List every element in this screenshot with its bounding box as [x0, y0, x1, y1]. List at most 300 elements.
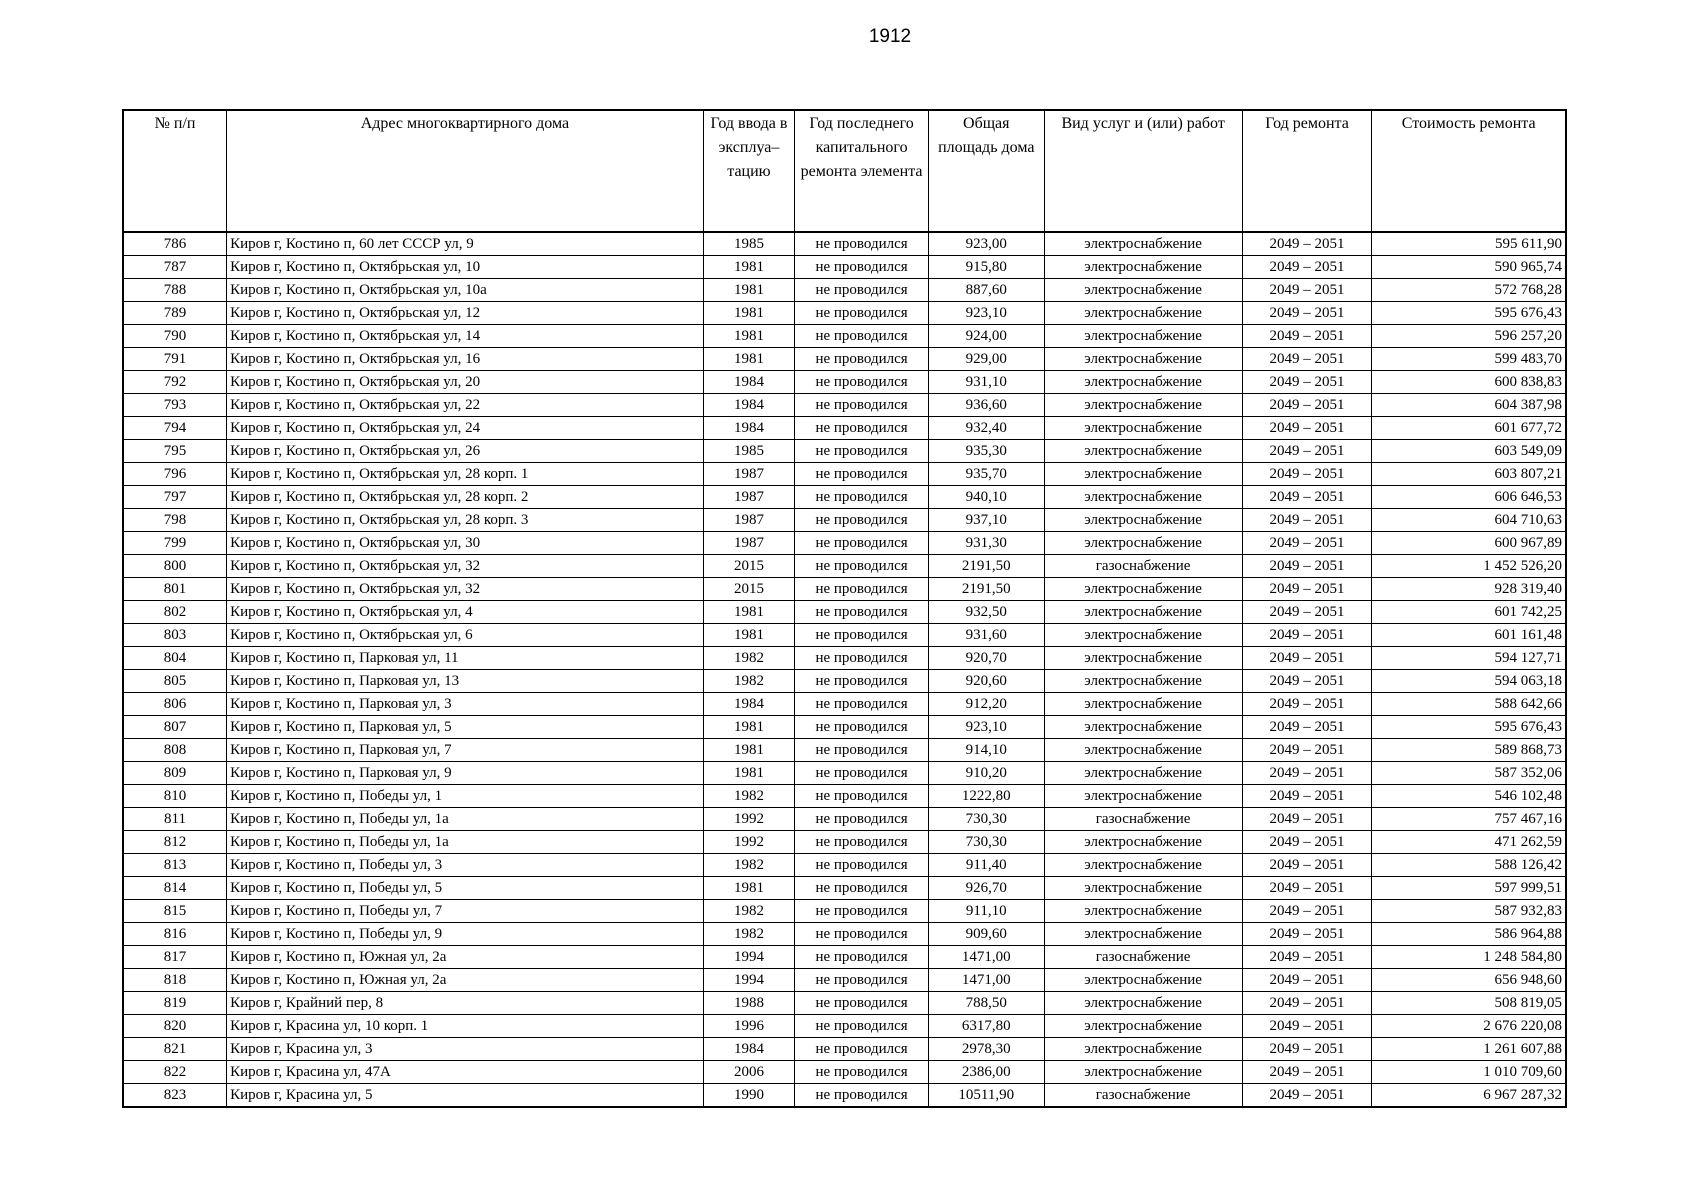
cell-repair-period: 2049 – 2051 [1242, 302, 1372, 325]
table-row [123, 325, 1566, 348]
cell-last-repair-year: не проводился [795, 279, 929, 302]
page-number: 1912 [868, 26, 912, 47]
cell-number: 821 [123, 1038, 227, 1061]
cell-repair-period: 2049 – 2051 [1242, 808, 1372, 831]
cell-address: Киров г, Костино п, Победы ул, 9 [227, 923, 704, 946]
cell-service-type: электроснабжение [1044, 463, 1242, 486]
table-row [123, 831, 1566, 854]
cell-address: Киров г, Костино п, Октябрьская ул, 10 [227, 256, 704, 279]
cell-last-repair-year: не проводился [795, 302, 929, 325]
cell-total-area: 914,10 [928, 739, 1044, 762]
cell-total-area: 788,50 [928, 992, 1044, 1015]
cell-repair-cost: 587 352,06 [1372, 762, 1566, 785]
cell-total-area: 909,60 [928, 923, 1044, 946]
cell-repair-cost: 600 838,83 [1372, 371, 1566, 394]
cell-total-area: 923,10 [928, 716, 1044, 739]
cell-commission-year: 1981 [703, 348, 795, 371]
cell-repair-cost: 2 676 220,08 [1372, 1015, 1566, 1038]
cell-last-repair-year: не проводился [795, 969, 929, 992]
cell-commission-year: 2006 [703, 1061, 795, 1084]
cell-address: Киров г, Костино п, Победы ул, 1а [227, 808, 704, 831]
cell-number: 786 [123, 232, 227, 256]
cell-repair-cost: 590 965,74 [1372, 256, 1566, 279]
cell-commission-year: 1988 [703, 992, 795, 1015]
cell-total-area: 1471,00 [928, 969, 1044, 992]
cell-service-type: электроснабжение [1044, 624, 1242, 647]
cell-service-type: электроснабжение [1044, 509, 1242, 532]
table-row [123, 578, 1566, 601]
cell-service-type: электроснабжение [1044, 969, 1242, 992]
cell-service-type: электроснабжение [1044, 831, 1242, 854]
cell-service-type: электроснабжение [1044, 647, 1242, 670]
cell-last-repair-year: не проводился [795, 555, 929, 578]
cell-repair-cost: 471 262,59 [1372, 831, 1566, 854]
cell-repair-cost: 595 676,43 [1372, 716, 1566, 739]
cell-commission-year: 1982 [703, 923, 795, 946]
cell-service-type: электроснабжение [1044, 1038, 1242, 1061]
cell-total-area: 2386,00 [928, 1061, 1044, 1084]
cell-number: 817 [123, 946, 227, 969]
cell-total-area: 2191,50 [928, 578, 1044, 601]
cell-number: 815 [123, 900, 227, 923]
cell-repair-period: 2049 – 2051 [1242, 578, 1372, 601]
cell-repair-period: 2049 – 2051 [1242, 831, 1372, 854]
table-row [123, 348, 1566, 371]
cell-total-area: 935,70 [928, 463, 1044, 486]
cell-number: 793 [123, 394, 227, 417]
cell-total-area: 920,70 [928, 647, 1044, 670]
cell-number: 790 [123, 325, 227, 348]
header-last-repair-year: Год последнего капитального ремонта элемента [795, 110, 929, 232]
cell-number: 789 [123, 302, 227, 325]
cell-repair-cost: 588 126,42 [1372, 854, 1566, 877]
cell-repair-cost: 594 127,71 [1372, 647, 1566, 670]
cell-address: Киров г, Костино п, Октябрьская ул, 22 [227, 394, 704, 417]
cell-last-repair-year: не проводился [795, 417, 929, 440]
cell-repair-period: 2049 – 2051 [1242, 463, 1372, 486]
table-row [123, 762, 1566, 785]
cell-repair-period: 2049 – 2051 [1242, 739, 1372, 762]
cell-total-area: 910,20 [928, 762, 1044, 785]
cell-number: 800 [123, 555, 227, 578]
cell-total-area: 929,00 [928, 348, 1044, 371]
cell-total-area: 911,10 [928, 900, 1044, 923]
cell-total-area: 940,10 [928, 486, 1044, 509]
cell-address: Киров г, Костино п, Октябрьская ул, 10а [227, 279, 704, 302]
table-row [123, 371, 1566, 394]
cell-service-type: электроснабжение [1044, 440, 1242, 463]
cell-address: Киров г, Костино п, Победы ул, 5 [227, 877, 704, 900]
cell-last-repair-year: не проводился [795, 854, 929, 877]
cell-commission-year: 1981 [703, 877, 795, 900]
cell-last-repair-year: не проводился [795, 831, 929, 854]
cell-last-repair-year: не проводился [795, 394, 929, 417]
cell-commission-year: 1984 [703, 693, 795, 716]
cell-repair-period: 2049 – 2051 [1242, 394, 1372, 417]
cell-service-type: электроснабжение [1044, 325, 1242, 348]
repair-registry-table [122, 109, 1567, 1108]
table-row [123, 302, 1566, 325]
cell-address: Киров г, Костино п, Октябрьская ул, 6 [227, 624, 704, 647]
cell-service-type: электроснабжение [1044, 762, 1242, 785]
cell-service-type: электроснабжение [1044, 417, 1242, 440]
cell-address: Киров г, Костино п, Парковая ул, 9 [227, 762, 704, 785]
cell-last-repair-year: не проводился [795, 785, 929, 808]
cell-number: 820 [123, 1015, 227, 1038]
cell-commission-year: 1984 [703, 417, 795, 440]
cell-repair-cost: 1 452 526,20 [1372, 555, 1566, 578]
cell-last-repair-year: не проводился [795, 325, 929, 348]
cell-address: Киров г, Костино п, Октябрьская ул, 16 [227, 348, 704, 371]
cell-repair-period: 2049 – 2051 [1242, 946, 1372, 969]
cell-number: 807 [123, 716, 227, 739]
cell-commission-year: 1985 [703, 440, 795, 463]
cell-last-repair-year: не проводился [795, 509, 929, 532]
cell-repair-period: 2049 – 2051 [1242, 1084, 1372, 1108]
cell-service-type: газоснабжение [1044, 555, 1242, 578]
cell-repair-period: 2049 – 2051 [1242, 279, 1372, 302]
cell-repair-cost: 546 102,48 [1372, 785, 1566, 808]
cell-repair-cost: 603 549,09 [1372, 440, 1566, 463]
cell-repair-cost: 595 676,43 [1372, 302, 1566, 325]
cell-repair-period: 2049 – 2051 [1242, 325, 1372, 348]
cell-repair-cost: 656 948,60 [1372, 969, 1566, 992]
table-row [123, 394, 1566, 417]
table-row [123, 256, 1566, 279]
cell-commission-year: 1994 [703, 946, 795, 969]
table-row [123, 555, 1566, 578]
table-row [123, 670, 1566, 693]
cell-number: 801 [123, 578, 227, 601]
cell-last-repair-year: не проводился [795, 992, 929, 1015]
cell-total-area: 923,10 [928, 302, 1044, 325]
table-row [123, 716, 1566, 739]
cell-address: Киров г, Красина ул, 5 [227, 1084, 704, 1108]
cell-total-area: 1471,00 [928, 946, 1044, 969]
cell-address: Киров г, Костино п, Октябрьская ул, 28 корп. 1 [227, 463, 704, 486]
table-row [123, 877, 1566, 900]
cell-service-type: электроснабжение [1044, 371, 1242, 394]
cell-last-repair-year: не проводился [795, 463, 929, 486]
cell-address: Киров г, Костино п, Парковая ул, 3 [227, 693, 704, 716]
cell-commission-year: 1984 [703, 371, 795, 394]
cell-commission-year: 1992 [703, 808, 795, 831]
header-row [123, 110, 1566, 232]
cell-repair-cost: 587 932,83 [1372, 900, 1566, 923]
cell-address: Киров г, Костино п, Октябрьская ул, 32 [227, 555, 704, 578]
cell-commission-year: 1981 [703, 325, 795, 348]
cell-repair-period: 2049 – 2051 [1242, 785, 1372, 808]
cell-total-area: 932,40 [928, 417, 1044, 440]
header-number: № п/п [123, 110, 227, 232]
cell-number: 805 [123, 670, 227, 693]
cell-last-repair-year: не проводился [795, 946, 929, 969]
cell-repair-cost: 600 967,89 [1372, 532, 1566, 555]
table-row [123, 532, 1566, 555]
cell-repair-cost: 601 742,25 [1372, 601, 1566, 624]
cell-service-type: электроснабжение [1044, 486, 1242, 509]
cell-service-type: электроснабжение [1044, 923, 1242, 946]
cell-number: 813 [123, 854, 227, 877]
cell-repair-period: 2049 – 2051 [1242, 923, 1372, 946]
cell-commission-year: 1990 [703, 1084, 795, 1108]
cell-repair-period: 2049 – 2051 [1242, 371, 1372, 394]
cell-commission-year: 1984 [703, 1038, 795, 1061]
cell-address: Киров г, Костино п, Парковая ул, 7 [227, 739, 704, 762]
cell-service-type: электроснабжение [1044, 785, 1242, 808]
cell-commission-year: 2015 [703, 555, 795, 578]
cell-commission-year: 1982 [703, 900, 795, 923]
cell-number: 810 [123, 785, 227, 808]
cell-last-repair-year: не проводился [795, 532, 929, 555]
cell-commission-year: 1981 [703, 601, 795, 624]
cell-service-type: электроснабжение [1044, 232, 1242, 256]
cell-repair-period: 2049 – 2051 [1242, 624, 1372, 647]
cell-total-area: 931,60 [928, 624, 1044, 647]
cell-commission-year: 1987 [703, 509, 795, 532]
table-row [123, 279, 1566, 302]
cell-last-repair-year: не проводился [795, 1015, 929, 1038]
cell-commission-year: 1981 [703, 302, 795, 325]
cell-total-area: 730,30 [928, 808, 1044, 831]
cell-number: 792 [123, 371, 227, 394]
cell-repair-period: 2049 – 2051 [1242, 670, 1372, 693]
cell-commission-year: 1994 [703, 969, 795, 992]
cell-last-repair-year: не проводился [795, 762, 929, 785]
table-row [123, 440, 1566, 463]
cell-repair-cost: 595 611,90 [1372, 232, 1566, 256]
cell-service-type: электроснабжение [1044, 302, 1242, 325]
cell-number: 797 [123, 486, 227, 509]
cell-service-type: электроснабжение [1044, 670, 1242, 693]
cell-last-repair-year: не проводился [795, 601, 929, 624]
cell-commission-year: 1981 [703, 256, 795, 279]
cell-service-type: электроснабжение [1044, 739, 1242, 762]
cell-last-repair-year: не проводился [795, 900, 929, 923]
cell-number: 796 [123, 463, 227, 486]
table-row [123, 463, 1566, 486]
cell-service-type: электроснабжение [1044, 394, 1242, 417]
cell-last-repair-year: не проводился [795, 232, 929, 256]
header-service-type: Вид услуг и (или) работ [1044, 110, 1242, 232]
table-row [123, 647, 1566, 670]
cell-total-area: 10511,90 [928, 1084, 1044, 1108]
cell-service-type: электроснабжение [1044, 900, 1242, 923]
cell-number: 818 [123, 969, 227, 992]
cell-number: 806 [123, 693, 227, 716]
cell-last-repair-year: не проводился [795, 1084, 929, 1108]
header-repair-cost: Стоимость ремонта [1372, 110, 1566, 232]
cell-total-area: 2978,30 [928, 1038, 1044, 1061]
cell-total-area: 6317,80 [928, 1015, 1044, 1038]
cell-address: Киров г, Костино п, Октябрьская ул, 28 корп. 3 [227, 509, 704, 532]
cell-address: Киров г, Костино п, Победы ул, 3 [227, 854, 704, 877]
cell-address: Киров г, Костино п, Октябрьская ул, 14 [227, 325, 704, 348]
cell-commission-year: 1987 [703, 532, 795, 555]
cell-number: 787 [123, 256, 227, 279]
cell-number: 822 [123, 1061, 227, 1084]
cell-repair-period: 2049 – 2051 [1242, 1061, 1372, 1084]
cell-repair-period: 2049 – 2051 [1242, 877, 1372, 900]
cell-repair-period: 2049 – 2051 [1242, 693, 1372, 716]
cell-address: Киров г, Костино п, Октябрьская ул, 12 [227, 302, 704, 325]
cell-repair-cost: 589 868,73 [1372, 739, 1566, 762]
cell-repair-cost: 604 710,63 [1372, 509, 1566, 532]
header-address: Адрес многоквартирного дома [227, 110, 704, 232]
cell-commission-year: 1992 [703, 831, 795, 854]
cell-address: Киров г, Костино п, Парковая ул, 13 [227, 670, 704, 693]
cell-address: Киров г, Красина ул, 3 [227, 1038, 704, 1061]
cell-repair-cost: 599 483,70 [1372, 348, 1566, 371]
cell-repair-cost: 1 261 607,88 [1372, 1038, 1566, 1061]
cell-last-repair-year: не проводился [795, 348, 929, 371]
cell-address: Киров г, Костино п, Октябрьская ул, 4 [227, 601, 704, 624]
cell-repair-period: 2049 – 2051 [1242, 348, 1372, 371]
cell-address: Киров г, Костино п, Победы ул, 1 [227, 785, 704, 808]
cell-total-area: 887,60 [928, 279, 1044, 302]
cell-repair-cost: 757 467,16 [1372, 808, 1566, 831]
cell-total-area: 915,80 [928, 256, 1044, 279]
cell-total-area: 932,50 [928, 601, 1044, 624]
header-commission-year: Год ввода в эксплуа– тацию [703, 110, 795, 232]
cell-total-area: 730,30 [928, 831, 1044, 854]
cell-repair-cost: 603 807,21 [1372, 463, 1566, 486]
cell-repair-period: 2049 – 2051 [1242, 555, 1372, 578]
cell-address: Киров г, Красина ул, 10 корп. 1 [227, 1015, 704, 1038]
cell-total-area: 926,70 [928, 877, 1044, 900]
cell-address: Киров г, Костино п, 60 лет СССР ул, 9 [227, 232, 704, 256]
cell-repair-period: 2049 – 2051 [1242, 647, 1372, 670]
cell-commission-year: 1981 [703, 279, 795, 302]
cell-repair-period: 2049 – 2051 [1242, 1038, 1372, 1061]
cell-number: 802 [123, 601, 227, 624]
cell-address: Киров г, Костино п, Октябрьская ул, 26 [227, 440, 704, 463]
table-header [123, 110, 1566, 232]
cell-repair-cost: 606 646,53 [1372, 486, 1566, 509]
cell-repair-cost: 597 999,51 [1372, 877, 1566, 900]
cell-repair-period: 2049 – 2051 [1242, 417, 1372, 440]
cell-last-repair-year: не проводился [795, 808, 929, 831]
cell-commission-year: 1985 [703, 232, 795, 256]
table-row [123, 946, 1566, 969]
table-row [123, 992, 1566, 1015]
cell-address: Киров г, Костино п, Победы ул, 1а [227, 831, 704, 854]
cell-repair-period: 2049 – 2051 [1242, 762, 1372, 785]
table-row [123, 739, 1566, 762]
cell-repair-period: 2049 – 2051 [1242, 900, 1372, 923]
table-row [123, 923, 1566, 946]
table-row [123, 808, 1566, 831]
header-repair-period: Год ремонта [1242, 110, 1372, 232]
cell-commission-year: 1982 [703, 647, 795, 670]
cell-repair-cost: 588 642,66 [1372, 693, 1566, 716]
table-row [123, 900, 1566, 923]
cell-commission-year: 2015 [703, 578, 795, 601]
cell-last-repair-year: не проводился [795, 923, 929, 946]
cell-repair-cost: 594 063,18 [1372, 670, 1566, 693]
cell-repair-cost: 6 967 287,32 [1372, 1084, 1566, 1108]
cell-last-repair-year: не проводился [795, 440, 929, 463]
cell-total-area: 924,00 [928, 325, 1044, 348]
cell-last-repair-year: не проводился [795, 371, 929, 394]
table-row [123, 1015, 1566, 1038]
cell-repair-period: 2049 – 2051 [1242, 532, 1372, 555]
cell-total-area: 912,20 [928, 693, 1044, 716]
table-row [123, 509, 1566, 532]
cell-last-repair-year: не проводился [795, 877, 929, 900]
cell-number: 791 [123, 348, 227, 371]
cell-service-type: электроснабжение [1044, 601, 1242, 624]
cell-address: Киров г, Костино п, Парковая ул, 5 [227, 716, 704, 739]
table-row [123, 693, 1566, 716]
cell-last-repair-year: не проводился [795, 1061, 929, 1084]
cell-address: Киров г, Костино п, Южная ул, 2а [227, 946, 704, 969]
cell-total-area: 931,10 [928, 371, 1044, 394]
cell-commission-year: 1981 [703, 716, 795, 739]
cell-number: 795 [123, 440, 227, 463]
cell-address: Киров г, Красина ул, 47А [227, 1061, 704, 1084]
cell-repair-period: 2049 – 2051 [1242, 854, 1372, 877]
cell-address: Киров г, Костино п, Октябрьская ул, 28 корп. 2 [227, 486, 704, 509]
table-row [123, 969, 1566, 992]
cell-last-repair-year: не проводился [795, 670, 929, 693]
cell-address: Киров г, Костино п, Октябрьская ул, 32 [227, 578, 704, 601]
cell-service-type: электроснабжение [1044, 854, 1242, 877]
cell-service-type: электроснабжение [1044, 1061, 1242, 1084]
cell-address: Киров г, Костино п, Октябрьская ул, 20 [227, 371, 704, 394]
cell-total-area: 937,10 [928, 509, 1044, 532]
table-row [123, 1084, 1566, 1108]
cell-repair-cost: 572 768,28 [1372, 279, 1566, 302]
cell-repair-period: 2049 – 2051 [1242, 992, 1372, 1015]
cell-service-type: электроснабжение [1044, 532, 1242, 555]
table-row [123, 486, 1566, 509]
cell-address: Киров г, Костино п, Победы ул, 7 [227, 900, 704, 923]
cell-total-area: 1222,80 [928, 785, 1044, 808]
table-row [123, 854, 1566, 877]
cell-number: 816 [123, 923, 227, 946]
cell-repair-cost: 1 010 709,60 [1372, 1061, 1566, 1084]
table-row [123, 624, 1566, 647]
cell-commission-year: 1981 [703, 624, 795, 647]
cell-service-type: электроснабжение [1044, 1015, 1242, 1038]
cell-repair-cost: 601 677,72 [1372, 417, 1566, 440]
cell-number: 803 [123, 624, 227, 647]
cell-repair-period: 2049 – 2051 [1242, 232, 1372, 256]
table-row [123, 1038, 1566, 1061]
cell-total-area: 931,30 [928, 532, 1044, 555]
cell-commission-year: 1981 [703, 739, 795, 762]
cell-number: 788 [123, 279, 227, 302]
cell-address: Киров г, Костино п, Октябрьская ул, 24 [227, 417, 704, 440]
cell-repair-cost: 604 387,98 [1372, 394, 1566, 417]
header-total-area: Общая площадь дома [928, 110, 1044, 232]
cell-commission-year: 1982 [703, 854, 795, 877]
cell-number: 809 [123, 762, 227, 785]
cell-commission-year: 1982 [703, 670, 795, 693]
cell-last-repair-year: не проводился [795, 624, 929, 647]
cell-total-area: 2191,50 [928, 555, 1044, 578]
cell-number: 798 [123, 509, 227, 532]
cell-last-repair-year: не проводился [795, 716, 929, 739]
cell-last-repair-year: не проводился [795, 486, 929, 509]
cell-repair-period: 2049 – 2051 [1242, 601, 1372, 624]
cell-service-type: газоснабжение [1044, 808, 1242, 831]
cell-repair-period: 2049 – 2051 [1242, 440, 1372, 463]
cell-last-repair-year: не проводился [795, 693, 929, 716]
cell-total-area: 920,60 [928, 670, 1044, 693]
cell-repair-cost: 508 819,05 [1372, 992, 1566, 1015]
